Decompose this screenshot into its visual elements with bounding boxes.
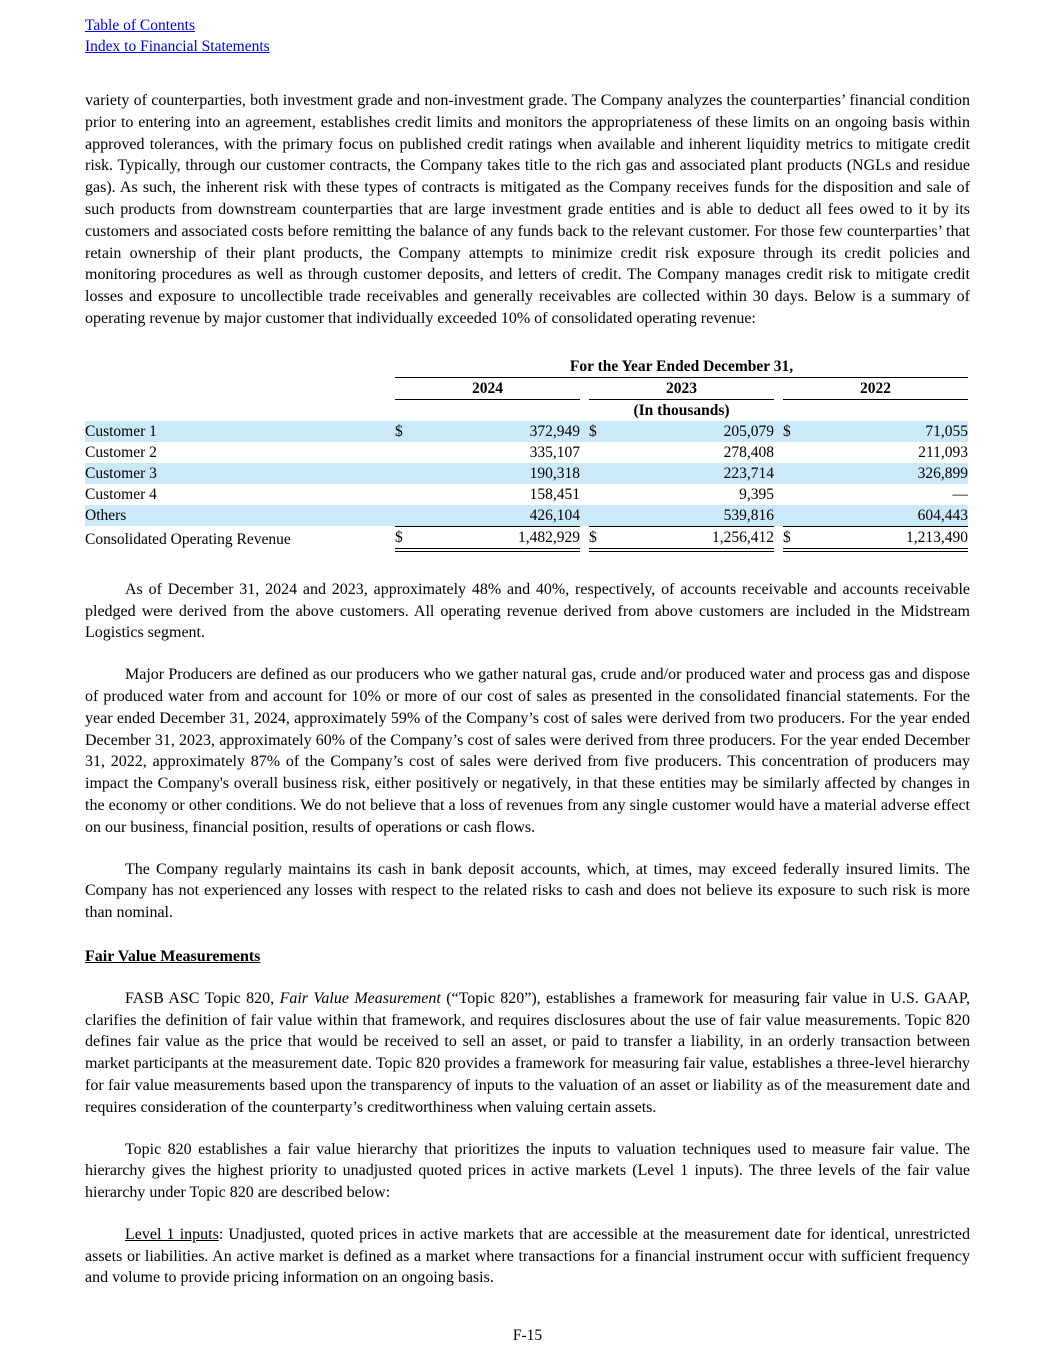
- value-cell: 190,318: [419, 463, 580, 484]
- paragraph-receivables-concentration: As of December 31, 2024 and 2023, approximately 48% and 40%, respectively, of accounts receivable and accounts receivable pledged were derived from the above customers. All operating revenue derived from above customers are included in the Midstream Logistics segment.: [85, 580, 970, 642]
- value-cell: 223,714: [613, 463, 774, 484]
- level-1-inputs-term: Level 1 inputs: [125, 1225, 219, 1243]
- heading-text: Fair Value Measurements: [85, 947, 261, 965]
- value-cell: 71,055: [807, 421, 968, 442]
- paragraph-segment: : Unadjusted, quoted prices in active markets that are accessible at the measurement date for identical, unrestricted assets or liabilities. An active market is defined as a market where transactions for a financial instrument occur with sufficient frequency and volume to provide pricing information on an ongoing basis.: [85, 1225, 970, 1287]
- heading-fair-value-measurements: [85, 946, 970, 968]
- empty-cell: [85, 356, 395, 378]
- currency-cell: $: [589, 526, 613, 550]
- table-period-header-row: [85, 356, 968, 378]
- table-col-gap: [774, 463, 783, 484]
- row-label: Customer 4: [85, 485, 157, 503]
- table-row-customer-2: [85, 442, 968, 463]
- currency-cell: [783, 442, 807, 463]
- link-index-to-financial-statements[interactable]: Index to Financial Statements: [85, 38, 270, 55]
- row-label: Consolidated Operating Revenue: [85, 530, 291, 548]
- value-cell: —: [952, 485, 969, 503]
- table-units-row: [85, 399, 968, 421]
- table-col-gap: [580, 463, 589, 484]
- year-header-2022: 2022: [783, 377, 968, 399]
- table-col-gap: [580, 526, 589, 550]
- paragraph-credit-risk: variety of counterparties, both investment grade and non-investment grade. The Company analyzes the counterparties’ financial condition prior to entering into an agreement, establishes credit limits and monitors the appropriateness of these limits on an ongoing basis within approved tolerances, with the primary focus on published credit ratings when available and inherent liquidity metrics to mitigate credit risk. Typically, through our customer contracts, the Company takes title to the rich gas and associated plant products (NGLs and residue gas). As such, the inherent risk with these types of contracts is mitigated as the Company receives funds for the disposition and sale of such products from downstream counterparties that are large investment grade entities and is able to deduct all fees owed to it by its customers and associated costs before remitting the balance of any funds back to the relevant customer. For those few counterparties’ that retain ownership of their plant products, the Company attempts to minimize credit risk exposure through its credit policies and monitoring procedures as well as through customer deposits, and letters of credit. The Company manages credit risk to mitigate credit losses and exposure to uncollectible trade receivables and generally receivables are collected within 30 days. Below is a summary of operating revenue by major customer that individually exceeded 10% of consolidated operating revenue:: [85, 92, 970, 327]
- currency-cell: [783, 484, 807, 505]
- table-col-gap: [774, 484, 783, 505]
- currency-cell: [783, 463, 807, 484]
- currency-cell: $: [589, 421, 613, 442]
- period-header: For the Year Ended December 31,: [395, 356, 968, 378]
- table-col-gap: [774, 505, 783, 527]
- table-row-customer-4: [85, 484, 968, 505]
- value-cell: 1,482,929: [419, 526, 580, 550]
- value-cell: 158,451: [529, 485, 580, 503]
- paragraph-fair-value-hierarchy: Topic 820 establishes a fair value hierarchy that prioritizes the inputs to valuation techniques used to measure fair value. The hierarchy gives the highest priority to unadjusted quoted prices in active markets (Level 1 inputs). The three levels of the fair value hierarchy under Topic 820 are described below:: [85, 1140, 970, 1202]
- currency-cell: [395, 484, 419, 505]
- value-cell: 426,104: [419, 505, 580, 527]
- row-label: Customer 1: [85, 421, 395, 442]
- currency-cell: [783, 505, 807, 527]
- paragraph-major-producers: Major Producers are defined as our producers who we gather natural gas, crude and/or produced water and process gas and dispose of produced water from and account for 10% or more of our cost of sales as presented in the consolidated financial statements. For the year ended December 31, 2024, approximately 59% of the Company’s cost of sales were derived from two producers. For the year ended December 31, 2023, approximately 60% of the Company’s cost of sales were derived from three producers. For the year ended December 31, 2022, approximately 87% of the Company’s cost of sales were derived from five producers. This concentration of producers may impact the Company's overall business risk, either positively or negatively, in that these entities may be similarly affected by changes in the economy or other conditions. We do not believe that a loss of revenues from any single customer would have a material adverse effect on our business, financial position, results of operations or cash flows.: [85, 666, 970, 836]
- currency-cell: [395, 505, 419, 527]
- currency-cell: [395, 463, 419, 484]
- empty-cell: [85, 399, 395, 421]
- top-links: [85, 15, 970, 57]
- currency-cell: $: [783, 526, 807, 550]
- table-col-gap: [580, 505, 589, 527]
- currency-cell: $: [395, 421, 419, 442]
- value-cell: 211,093: [918, 443, 969, 461]
- table-col-gap: [774, 421, 783, 442]
- table-row-customer-1: [85, 421, 968, 442]
- table-years-row: [85, 377, 968, 399]
- currency-cell: [589, 505, 613, 527]
- table-col-gap: [580, 377, 589, 399]
- year-header-2024: 2024: [395, 377, 580, 399]
- value-cell: 335,107: [529, 443, 580, 461]
- currency-cell: $: [395, 526, 419, 550]
- italic-title-fair-value-measurement: Fair Value Measurement: [279, 989, 441, 1007]
- currency-cell: [589, 463, 613, 484]
- table-col-gap: [774, 526, 783, 550]
- currency-cell: [395, 442, 419, 463]
- revenue-by-customer-table: [85, 356, 968, 552]
- row-label: Customer 2: [85, 443, 157, 461]
- units-note: (In thousands): [633, 401, 730, 419]
- currency-cell: [589, 442, 613, 463]
- table-row-total: [85, 526, 968, 550]
- value-cell: 9,395: [739, 485, 774, 503]
- table-col-gap: [774, 377, 783, 399]
- value-cell: 205,079: [613, 421, 774, 442]
- table-col-gap: [580, 484, 589, 505]
- currency-cell: [589, 484, 613, 505]
- value-cell: 1,256,412: [613, 526, 774, 550]
- value-cell: 1,213,490: [807, 526, 968, 550]
- table-col-gap: [774, 442, 783, 463]
- paragraph-segment: (“Topic 820”), establishes a framework for measuring fair value in U.S. GAAP, clarifies the definition of fair value within that framework, and requires disclosures about the use of fair value measurements. Topic 820 defines fair value as the price that would be received to sell an asset, or paid to transfer a liability, in an orderly transaction between market participants at the measurement date. Topic 820 provides a framework for measuring fair value, establishes a three-level hierarchy for fair value measurements based upon the transparency of inputs to the valuation of an asset or liability as of the measurement date and requires consideration of the counterparty’s creditworthiness when valuing certain assets.: [85, 989, 971, 1116]
- paragraph-topic-820-overview: [85, 988, 970, 1119]
- value-cell: 278,408: [723, 443, 774, 461]
- table-row-customer-3: [85, 463, 968, 484]
- year-header-2023: 2023: [589, 377, 774, 399]
- value-cell: 539,816: [613, 505, 774, 527]
- value-cell: 326,899: [807, 463, 968, 484]
- currency-cell: $: [783, 421, 807, 442]
- row-label: Others: [85, 505, 395, 527]
- page-number: F-15: [512, 1327, 543, 1344]
- table-col-gap: [580, 421, 589, 442]
- table-row-others: [85, 505, 968, 527]
- value-cell: 372,949: [419, 421, 580, 442]
- row-label: Customer 3: [85, 463, 395, 484]
- value-cell: 604,443: [807, 505, 968, 527]
- paragraph-cash-deposits: The Company regularly maintains its cash in bank deposit accounts, which, at times, may exceed federally insured limits. The Company has not experienced any losses with respect to the related risks to cash and does not believe its exposure to such risk is more than nominal.: [85, 860, 970, 922]
- empty-cell: [85, 377, 395, 399]
- paragraph-level-1-inputs: [85, 1224, 970, 1289]
- link-table-of-contents[interactable]: Table of Contents: [85, 17, 195, 34]
- paragraph-segment: FASB ASC Topic 820,: [125, 989, 280, 1007]
- table-col-gap: [580, 442, 589, 463]
